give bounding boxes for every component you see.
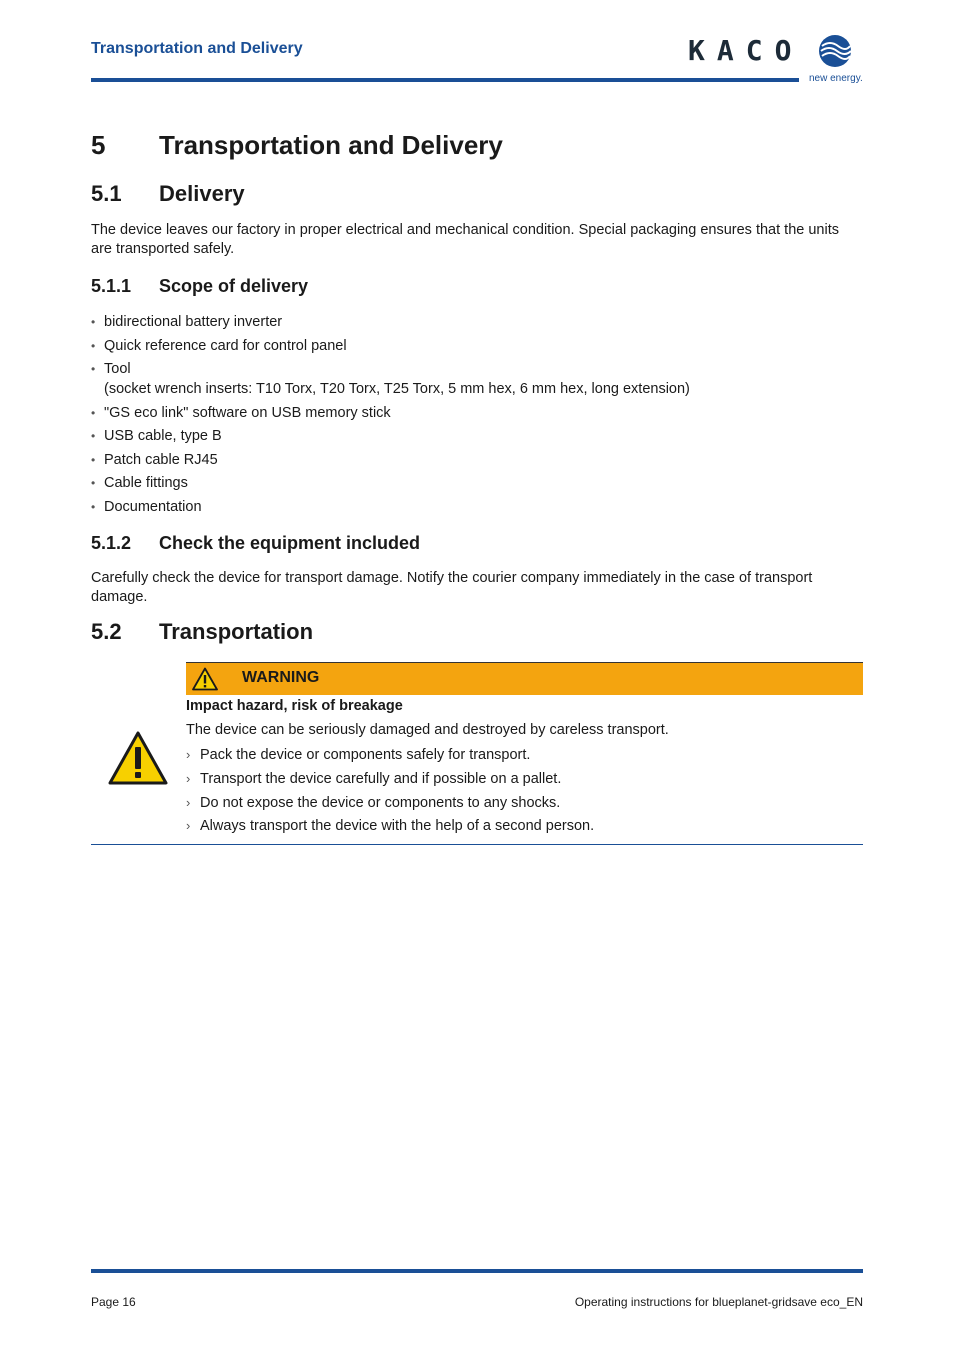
- bullet-icon: •: [91, 499, 96, 514]
- section-heading-transportation: [91, 619, 313, 645]
- warning-banner: [186, 663, 863, 695]
- section-heading-delivery: [91, 181, 245, 207]
- footer-divider: [91, 1269, 863, 1273]
- action-arrow-icon: ›: [186, 747, 191, 762]
- warning-triangle-icon: [192, 667, 218, 691]
- bullet-icon: •: [91, 452, 96, 467]
- list-item-label: "GS eco link" software on USB memory stick: [104, 404, 391, 421]
- list-item-label: Tool: [104, 361, 131, 377]
- chapter-heading: [91, 130, 503, 161]
- list-item: [91, 450, 851, 470]
- subsection-title: Scope of delivery: [159, 276, 309, 296]
- check-paragraph: Carefully check the device for transport damage. Notify the courier company immediately in the case of transport damage.: [91, 570, 813, 605]
- action-step-text: Pack the device or components safely for transport.: [200, 747, 531, 763]
- bullet-icon: •: [91, 405, 96, 420]
- subsection-number: 5.1.1: [91, 276, 132, 296]
- section-number: 5.1: [91, 181, 122, 206]
- list-item: [91, 426, 851, 446]
- list-item-detail: (socket wrench inserts: T10 Torx, T20 Torx, T25 Torx, 5 mm hex, 6 mm hex, long extension): [104, 381, 690, 397]
- header-divider: [91, 78, 799, 82]
- action-step-text: Do not expose the device or components to any shocks.: [200, 794, 561, 811]
- section-number: 5.2: [91, 619, 122, 644]
- section-title: Delivery: [159, 181, 245, 206]
- action-step-text: Always transport the device with the help of a second person.: [200, 818, 595, 835]
- logo-wordmark: KACO: [688, 34, 804, 67]
- bullet-icon: •: [91, 315, 96, 329]
- list-item-label: Patch cable RJ45: [104, 451, 218, 468]
- delivery-paragraph: The device leaves our factory in proper electrical and mechanical condition. Special packaging ensures that the units are transported safely.: [91, 222, 839, 257]
- running-header-title: Transportation and Delivery: [91, 40, 303, 57]
- list-item: [91, 473, 851, 493]
- list-item: [91, 336, 851, 356]
- bullet-icon: •: [91, 429, 96, 443]
- logo-tagline: new energy.: [809, 73, 863, 84]
- chapter-title: Transportation and Delivery: [159, 130, 503, 160]
- scope-of-delivery-list: [91, 312, 851, 520]
- list-item-label: Quick reference card for control panel: [104, 337, 347, 354]
- chapter-number: 5: [91, 130, 106, 160]
- warning-text: The device can be seriously damaged and destroyed by careless transport.: [186, 722, 669, 738]
- warning-action-list: [186, 745, 594, 840]
- list-item: [91, 497, 851, 517]
- list-item-label: Cable fittings: [104, 475, 188, 491]
- large-warning-triangle-icon: [107, 730, 169, 786]
- list-item-label: USB cable, type B: [104, 428, 222, 444]
- action-step: [186, 745, 594, 765]
- action-step-text: Transport the device carefully and if possible on a pallet.: [200, 770, 562, 787]
- action-step: [186, 816, 594, 836]
- warning-label: WARNING: [242, 669, 320, 686]
- list-item: [91, 312, 851, 332]
- action-step: [186, 769, 594, 789]
- subsection-heading-scope: [91, 276, 308, 297]
- action-arrow-icon: ›: [186, 794, 191, 810]
- bullet-icon: •: [91, 338, 96, 353]
- page-number: Page 16: [91, 1295, 136, 1309]
- list-item: [91, 359, 851, 399]
- subsection-number: 5.1.2: [91, 533, 132, 553]
- list-item-label: bidirectional battery inverter: [104, 314, 283, 330]
- list-item: [91, 403, 851, 423]
- document-title: Operating instructions for blueplanet-gridsave eco_EN: [574, 1295, 863, 1309]
- subsection-heading-check: [91, 533, 420, 554]
- subsection-title: Check the equipment included: [159, 533, 421, 553]
- warning-bottom-rule: [91, 844, 863, 845]
- warning-heading: Impact hazard, risk of breakage: [186, 698, 403, 714]
- kaco-wave-icon: [818, 34, 852, 68]
- list-item-label: Documentation: [104, 498, 202, 515]
- action-arrow-icon: ›: [186, 818, 191, 834]
- action-arrow-icon: ›: [186, 770, 191, 786]
- section-title: Transportation: [159, 619, 314, 644]
- bullet-icon: •: [91, 362, 96, 376]
- action-step: [186, 793, 594, 813]
- bullet-icon: •: [91, 476, 96, 490]
